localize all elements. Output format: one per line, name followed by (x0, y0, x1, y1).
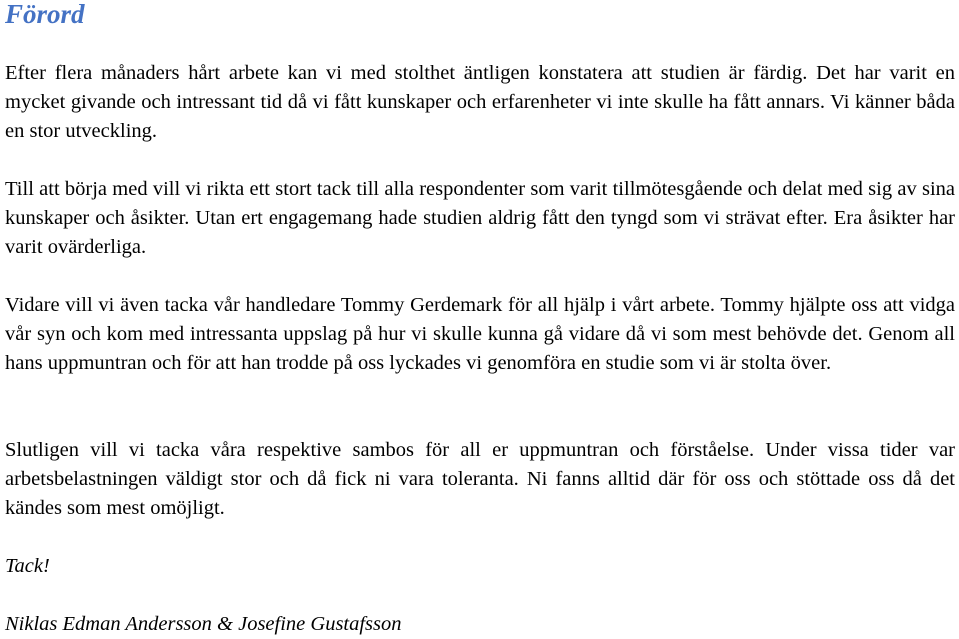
paragraph-supervisor: Vidare vill vi även tacka vår handledare Tommy Gerdemark för all hjälp i vårt arbete. Tommy hjälpte oss att vidga vår syn och kom med intressanta uppslag på hur vi skulle kunna gå vidare då vi som mest behövde det. Genom all hans uppmuntran och för att han trodde på oss lyckades vi genomföra en studie som vi är stolta över. (5, 294, 955, 374)
author-signature: Niklas Edman Andersson & Josefine Gustafsson (5, 613, 402, 635)
thanks-line: Tack! (5, 555, 50, 577)
page-title: Förord (5, 0, 85, 29)
paragraph-respondents: Till att börja med vill vi rikta ett stort tack till alla respondenter som varit tillmötesgående och delat med sig av sina kunskaper och åsikter. Utan ert engagemang hade studien aldrig fått den tyngd som vi strävat efter. Era åsikter har varit ovärderliga. (5, 178, 955, 258)
paragraph-intro: Efter flera månaders hårt arbete kan vi med stolthet äntligen konstatera att studien är färdig. Det har varit en mycket givande och intressant tid då vi fått kunskaper och erfarenheter vi inte skulle ha fått annars. Vi känner båda en stor utveckling. (5, 62, 955, 142)
paragraph-partners: Slutligen vill vi tacka våra respektive sambos för all er uppmuntran och förståelse. Under vissa tider var arbetsbelastningen väldigt stor och då fick ni vara toleranta. Ni fanns alltid där för oss och stöttade oss då det kändes som mest omöjligt. (5, 439, 955, 519)
